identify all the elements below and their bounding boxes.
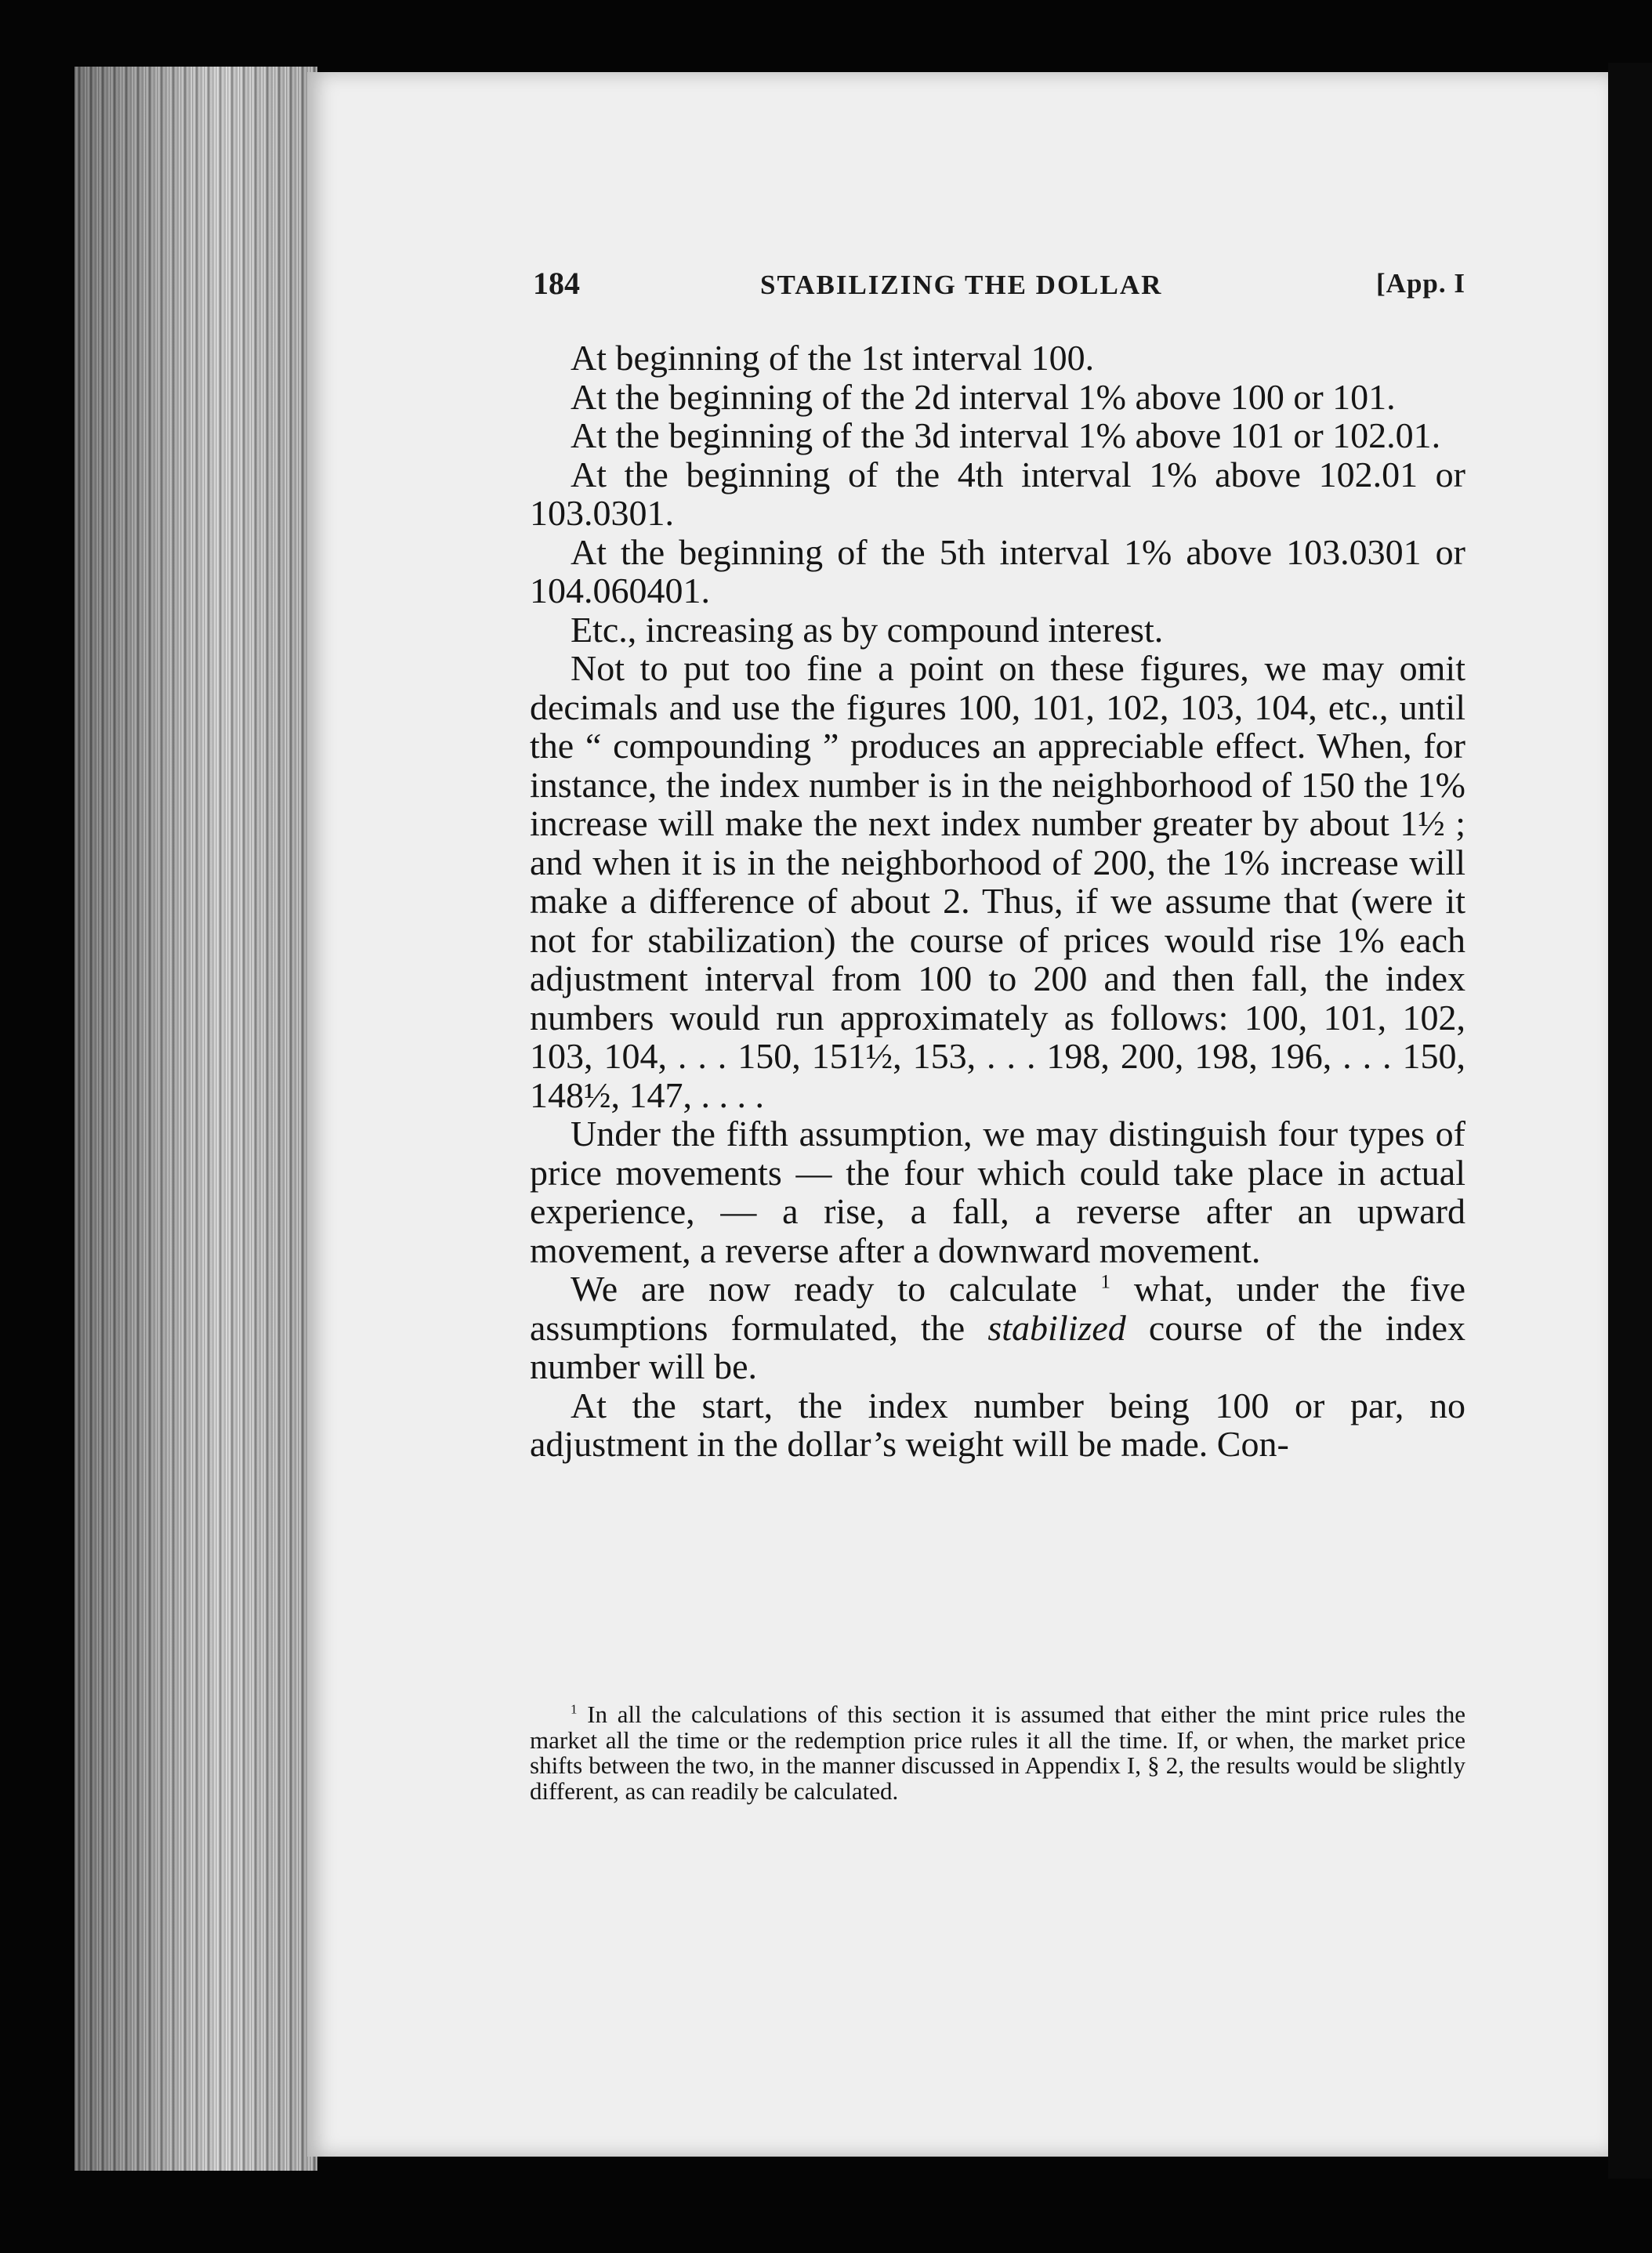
footnote-text [530,1702,1465,1804]
running-title: STABILIZING THE DOLLAR [760,270,1163,300]
body-text [530,339,1465,1464]
paragraph: At the start, the index number being 100 or par, no adjustment in the dollar’s weight will be made. Con- [530,1385,1465,1464]
background-strip [1608,63,1652,2179]
footnote-marker: 1 [571,1701,578,1717]
paragraph: Etc., increasing as by compound interest. [571,609,1164,650]
paragraph: At the beginning of the 3d interval 1% above 101 or 102.01. [571,415,1441,455]
running-head [533,265,1465,312]
page-edges [74,67,317,2171]
paragraph-text: We are now ready to calculate [571,1269,1078,1309]
emphasis-text: stabilized [987,1307,1126,1348]
paragraph: Not to put too fine a point on these figures, we may omit decimals and use the figures 100, 101, 102, 103, 104, etc., until the “ compounding ” produces an appreciable effect. When, for instance, the index number is in the neighborhood of 150 the 1% increase will make the next index number greater by about 1½ ; and when it is in the neighborhood of 200, the 1% increase will make a difference of about 2. Thus, if we assume that (were it not for stabilization) the course of prices would rise 1% each adjustment interval from 100 to 200 and then fall, the index numbers would run approximately as follows: 100, 101, 102, 103, 104, . . . 150, 151½, 153, . . . 198, 200, 198, 196, . . . 150, 148½, 147, . . . . [530,648,1465,1115]
footnote-marker: 1 [1100,1270,1110,1293]
paragraph: At the beginning of the 4th interval 1% above 102.01 or 103.0301. [530,454,1465,533]
paragraph: At the beginning of the 2d interval 1% above 100 or 101. [571,376,1396,417]
footnote-body: In all the calculations of this section it is assumed that either the mint price rules the market all the time or the redemption price rules it all the time. If, or when, the market price shifts between the two, in the manner discussed in Appendix I, § 2, the results would be slightly different, as can readily be calculated. [530,1701,1465,1805]
section-reference: [App. I [1376,268,1465,299]
paragraph: At beginning of the 1st interval 100. [571,338,1095,378]
paragraph: At the beginning of the 5th interval 1% above 103.0301 or 104.060401. [530,531,1465,610]
paragraph-text: what, under the five assumptions formulated, the [530,1269,1465,1348]
page-number: 184 [533,266,580,301]
paragraph-text: course of the index number will be. [530,1307,1465,1386]
footnote [530,1702,1465,1804]
paragraph [530,1270,1465,1386]
paragraph: Under the fifth assumption, we may distinguish four types of price movements — the four which could take place in actual experience, — a rise, a fall, a reverse after an upward movement, a reverse after a downward movement. [530,1114,1465,1270]
